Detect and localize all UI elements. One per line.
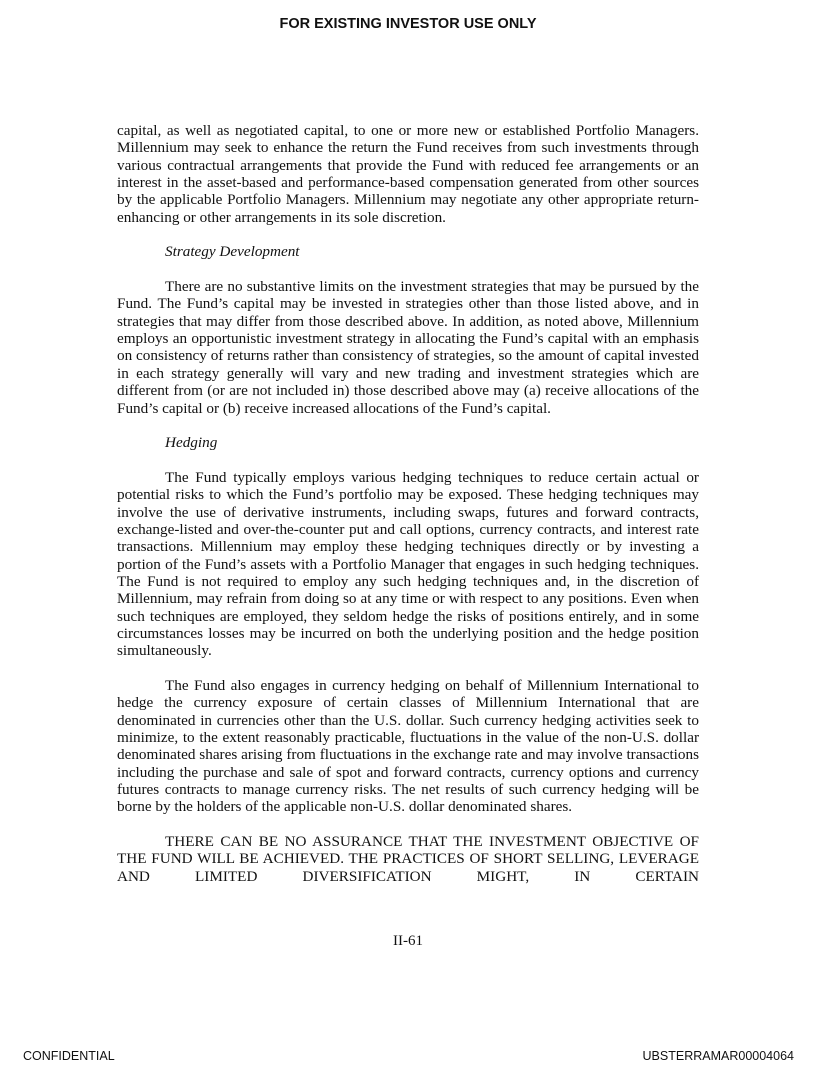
footer-confidential: CONFIDENTIAL: [23, 1049, 115, 1063]
paragraph-strategy-development: There are no substantive limits on the investment strategies that may be pursued by the Fund. The Fund’s capital may be invested in strategies other than those listed above, and in strategies that may differ from those described above. In addition, as noted above, Millennium employs an opportunistic investment strategy in allocating the Fund’s capital with an emphasis on consistency of returns rather than consistency of strategies, so the amount of capital invested in each strategy generally will vary and new trading and investment strategies which are different from (or are not included in) those described above may (a) receive allocations of the Fund’s capital or (b) receive increased allocations of the Fund’s capital.: [117, 278, 699, 417]
paragraph-risk-disclaimer: THERE CAN BE NO ASSURANCE THAT THE INVESTMENT OBJECTIVE OF THE FUND WILL BE ACHIEVED. THE PRACTICES OF SHORT SELLING, LEVERAGE AND LIMITED DIVERSIFICATION MIGHT, IN CERTAIN: [117, 833, 699, 885]
section-heading-strategy-development: Strategy Development: [165, 243, 300, 261]
paragraph-currency-hedging: The Fund also engages in currency hedging on behalf of Millennium International to hedge the currency exposure of certain classes of Millennium International that are denominated in currencies other than the U.S. dollar. Such currency hedging activities seek to minimize, to the extent reasonably practicable, fluctuations in the value of the non-U.S. dollar denominated shares arising from fluctuations in the exchange rate and may involve transactions including the purchase and sale of spot and forward contracts, currency options and currency futures contracts to manage currency risks. The net results of such currency hedging will be borne by the holders of the applicable non-U.S. dollar denominated shares.: [117, 677, 699, 816]
document-body: [117, 122, 699, 902]
paragraph-continued: capital, as well as negotiated capital, to one or more new or established Portfolio Managers. Millennium may seek to enhance the return the Fund receives from such investments through various contractual arrangements that provide the Fund with reduced fee arrangements or an interest in the asset-based and performance-based compensation generated from other sources by the applicable Portfolio Managers. Millennium may negotiate any other appropriate return-enhancing or other arrangements in its sole discretion.: [117, 122, 699, 226]
section-heading-hedging: Hedging: [165, 434, 218, 452]
page-number: II-61: [393, 933, 423, 949]
confidentiality-banner: FOR EXISTING INVESTOR USE ONLY: [279, 16, 537, 32]
paragraph-hedging: The Fund typically employs various hedging techniques to reduce certain actual or potential risks to which the Fund’s portfolio may be exposed. These hedging techniques may involve the use of derivative instruments, including swaps, futures and forward contracts, exchange-listed and over-the-counter put and call options, currency contracts, and interest rate transactions. Millennium may employ these hedging techniques directly or by investing a portion of the Fund’s assets with a Portfolio Manager that engages in such hedging techniques. The Fund is not required to employ any such hedging techniques and, in the discretion of Millennium, may refrain from doing so at any time or with respect to any positions. Even when such techniques are employed, they seldom hedge the risks of positions entirely, and in some circumstances losses may be incurred on both the underlying position and the hedge position simultaneously.: [117, 468, 699, 660]
footer-bates-number: UBSTERRAMAR00004064: [642, 1049, 794, 1063]
